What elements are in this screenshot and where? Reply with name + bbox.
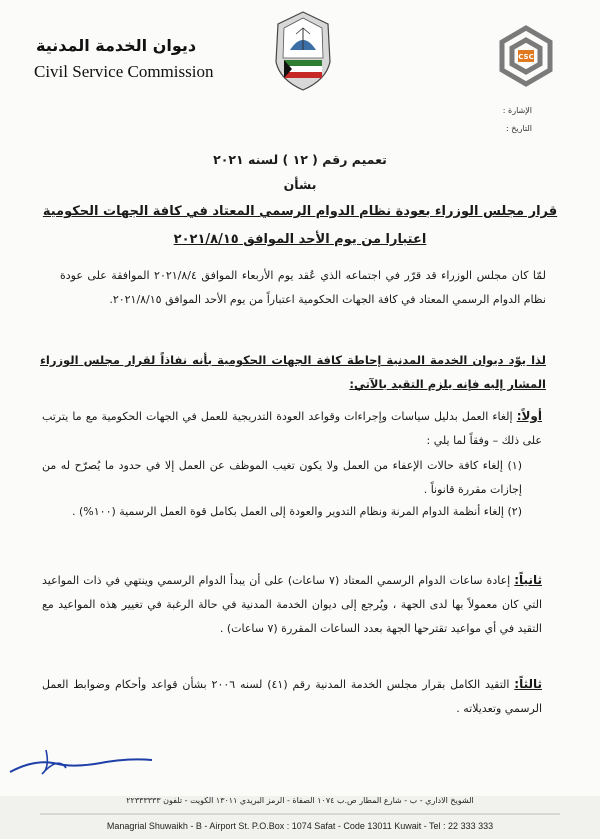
org-name-english: Civil Service Commission xyxy=(34,62,214,81)
intro-paragraph: لمّا كان مجلس الوزراء قد قرّر في اجتماعه الذي عُقد يوم الأربعاء الموافق ٢٠٢١/٨/٤ الموافقة على عودة نظام الدوام الرسمي المعتاد في كافة الجهات الحكومية اعتباراً من يوم الأحد الموافق ٢٠٢١/٨/١٥. xyxy=(60,269,546,306)
csc-logo-icon xyxy=(490,24,562,96)
csc-logo-text: CSC xyxy=(518,53,534,61)
date-label: التاريخ : xyxy=(505,124,532,133)
first-item-1: (١) إلغاء كافة حالات الإعفاء من العمل ولا يكون تغيب الموظف عن العمل إلا في حدود ما يُصرّح له من إجازات مقررة قانوناً . xyxy=(42,459,522,496)
circular-number: تعميم رقم ( ١٢ ) لسنه ٢٠٢١ xyxy=(213,152,387,167)
second-clause xyxy=(42,568,542,641)
footer-address-english: Managrial Shuwaikh - B - Airport St. P.O.Box : 1074 Safat - Code 13011 Kuwait - Tel : 22 333 333 xyxy=(106,821,494,831)
first-text: إلغاء العمل بدليل سياسات وإجراءات وقواعد العودة التدريجية للعمل في الجهات الحكومية مع ما يترتب على ذلك – وفقاً لما يلي : xyxy=(42,410,542,447)
third-label: ثالثاً: xyxy=(514,677,543,691)
second-text: إعادة ساعات الدوام الرسمي المعتاد (٧ ساعات) على أن يبدأ الدوام الرسمي وينتهي في ذات المواعيد التي كان معمولاً بها لدى الجهة ، ويُرجع إلى ديوان الخدمة المدنية في حالة الرغبة في تغيير هذه المواعيد مع التقيد في أي مواعيد تقترحها الجهة بعدد الساعات المقررة (٧ ساعات) . xyxy=(42,574,542,635)
notice-paragraph: لذا يوّد ديوان الخدمة المدنية إحاطة كافة الجهات الحكومية بأنه نفاذاً لقرار مجلس الوزراء المشار إليه فإنه يلزم التقيد بالآتي: xyxy=(40,353,546,391)
subject-line-2: اعتبارا من يوم الأحد الموافق ٢٠٢١/٨/١٥ xyxy=(173,232,427,247)
third-text: التقيد الكامل بقرار مجلس الخدمة المدنية رقم (٤١) لسنه ٢٠٠٦ بشأن قواعد وأحكام وضوابط العمل الرسمي وتعديلاته . xyxy=(42,678,542,715)
subject-line-1: قرار مجلس الوزراء بعودة نظام الدوام الرسمي المعتاد في كافة الجهات الحكومية xyxy=(42,204,558,219)
first-item-2: (٢) إلغاء أنظمة الدوام المرنة ونظام التدوير والعودة إلى العمل بكامل قوة العمل الرسمية (١٠٠%) . xyxy=(72,505,522,518)
org-name-arabic: ديوان الخدمة المدنية xyxy=(36,36,197,55)
signature-icon xyxy=(6,738,156,782)
kuwait-emblem-icon xyxy=(266,10,340,94)
third-clause xyxy=(42,672,542,721)
first-clause xyxy=(42,404,542,453)
reference-label: الإشارة : xyxy=(502,106,532,115)
second-label: ثانياً: xyxy=(514,573,542,587)
regarding-heading: بشأن xyxy=(283,177,317,192)
first-label: أولاً: xyxy=(516,409,542,423)
footer-address-arabic: الشويخ الاداري - ب - شارع المطار ص.ب ١٠٧٤ الصفاة - الرمز البريدي ١٣٠١١ الكويت - تلفون ٢٢٣٣٣٣٣٣ xyxy=(126,796,474,805)
